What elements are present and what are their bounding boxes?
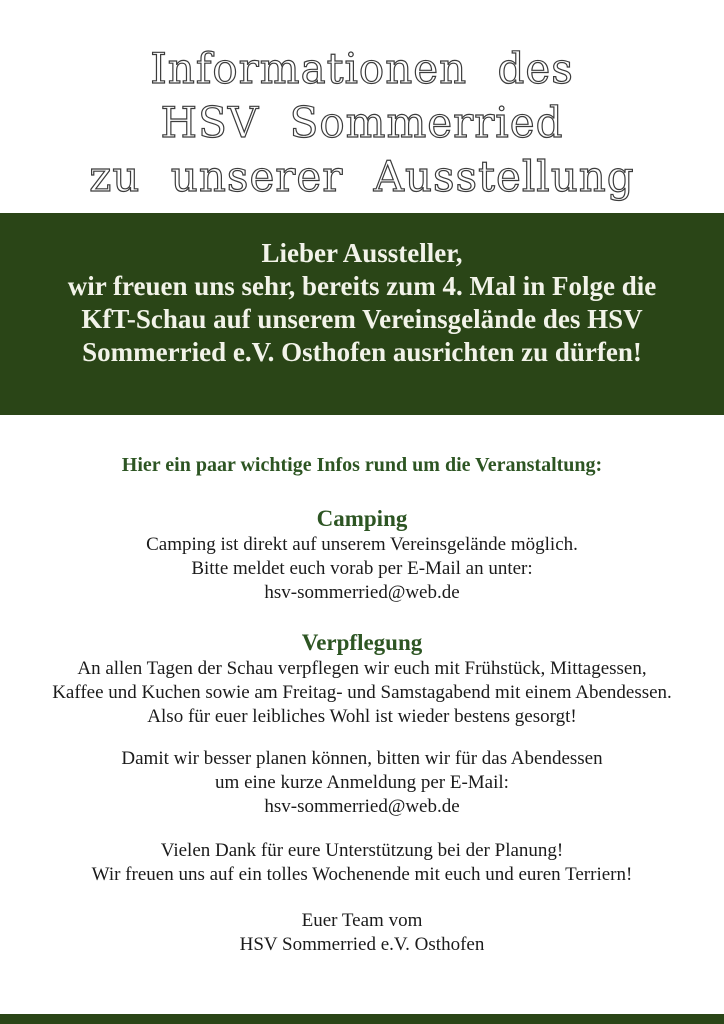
signoff-line-2: HSV Sommerried e.V. Osthofen [239,934,485,955]
banner-line-2: wir freuen uns sehr, bereits zum 4. Mal in Folge die [67,271,657,301]
planning-line-1: Damit wir besser planen können, bitten wir für das Abendessen [121,748,603,769]
camping-line-2: Bitte meldet euch vorab per E-Mail an unter: [191,558,533,579]
verpflegung-heading: Verpflegung [301,630,423,655]
flyer-body [0,453,724,957]
planning-email-address: hsv-sommerried@web.de [264,796,460,817]
thanks-line-1: Vielen Dank für eure Unterstützung bei der Planung! [160,840,564,861]
thanks-line-2: Wir freuen uns auf ein tolles Wochenende mit euch und euren Terriern! [91,864,633,885]
thanks-paragraph [0,839,724,887]
camping-line-1: Camping ist direkt auf unserem Vereinsgelände möglich. [146,534,578,555]
page-title-line-2: HSV Sommerried [160,98,564,147]
verpflegung-line-1: An allen Tagen der Schau verpflegen wir euch mit Frühstück, Mittagessen, [77,658,647,679]
planning-paragraph [0,747,724,819]
signoff-line-1: Euer Team vom [301,910,423,931]
banner-line-3: KfT-Schau auf unserem Vereinsgelände des HSV [81,304,643,334]
camping-email-address: hsv-sommerried@web.de [264,582,460,603]
title-block [0,0,724,204]
intro-heading: Hier ein paar wichtige Infos rund um die Veranstaltung: [121,454,603,476]
planning-line-2: um eine kurze Anmeldung per E-Mail: [215,772,509,793]
camping-heading: Camping [316,506,408,531]
page-title-line-3: zu unserer Ausstellung [89,152,635,201]
verpflegung-line-3: Also für euer leibliches Wohl ist wieder bestens gesorgt! [147,706,577,727]
footer-accent-bar [0,1014,724,1024]
banner-salutation: Lieber Aussteller, [261,238,463,268]
page-title-line-1: Informationen des [150,44,574,93]
verpflegung-line-2: Kaffee und Kuchen sowie am Freitag- und Samstagabend mit einem Abendessen. [52,682,672,703]
signoff-paragraph [0,909,724,957]
greeting-banner [0,213,724,415]
banner-line-4: Sommerried e.V. Osthofen ausrichten zu dürfen! [82,337,642,367]
